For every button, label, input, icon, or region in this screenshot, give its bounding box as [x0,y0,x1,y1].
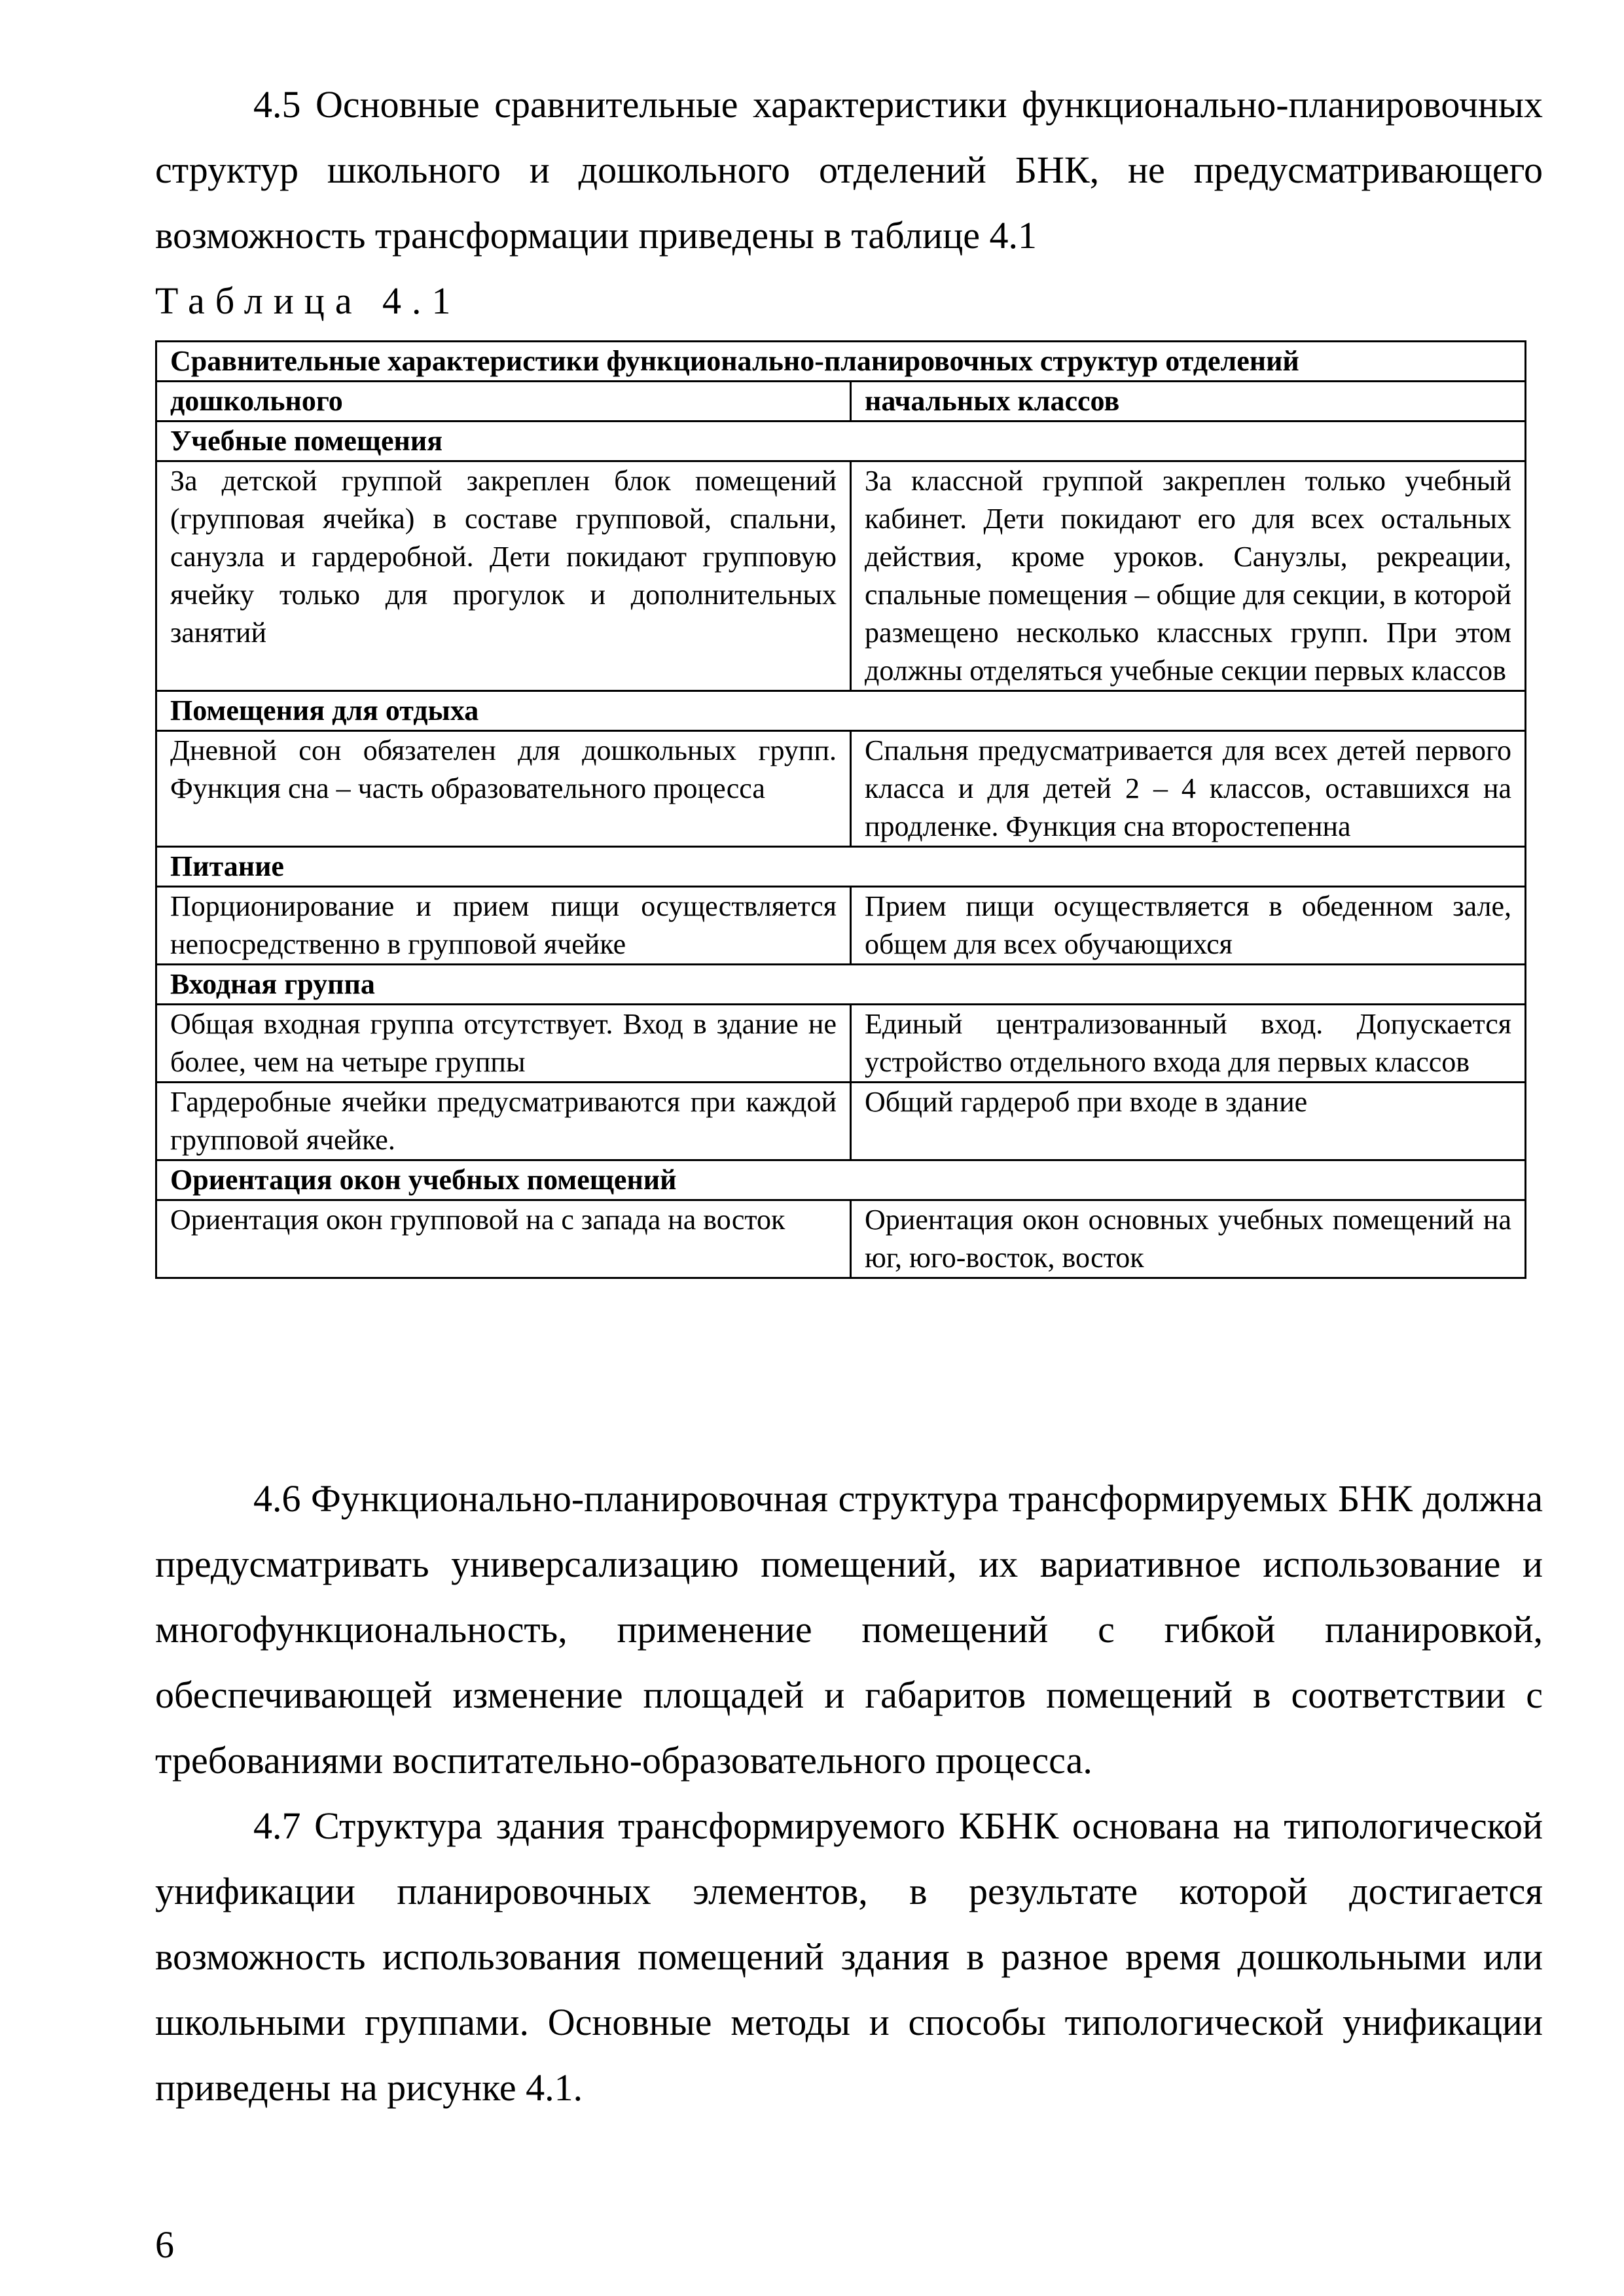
cell-preschool: За детской группой закреплен блок помещений (групповая ячейка) в составе групповой, спальни, санузла и гардеробной. Дети покидают групповую ячейку только для прогулок и дополнительных занятий [156,461,851,691]
section-title: Входная группа [156,965,1526,1005]
cell-preschool: Ориентация окон групповой на с запада на восток [156,1200,851,1278]
cell-preschool: Дневной сон обязателен для дошкольных групп. Функция сна – часть образовательного процесса [156,731,851,847]
paragraph-4-6: 4.6 Функционально-планировочная структура трансформируемых БНК должна предусматривать универсализацию помещений, их вариативное использование и многофункциональность, применение помещений с гибкой планировкой, обеспечивающей изменение площадей и габаритов помещений в соответствии с требованиями воспитательно-образовательного процесса. [155,1477,1543,1782]
section-title-row [156,847,1526,887]
paragraph-4-7: 4.7 Структура здания трансформируемого КБНК основана на типологической унификации планировочных элементов, в результате которой достигается возможность использования помещений здания в разное время дошкольными или школьными группами. Основные методы и способы типологической унификации приведены на рисунке 4.1. [155,1804,1543,2109]
cell-primary: Ориентация окон основных учебных помещений на юг, юго-восток, восток [851,1200,1526,1278]
column-header-preschool: дошкольного [156,382,851,422]
table-column-header-row [156,382,1526,422]
table-row [156,461,1526,691]
cell-preschool: Гардеробные ячейки предусматриваются при каждой групповой ячейке. [156,1083,851,1160]
comparison-table [155,340,1525,1279]
cell-preschool: Общая входная группа отсутствует. Вход в здание не более, чем на четыре группы [156,1005,851,1083]
cell-primary: За классной группой закреплен только учебный кабинет. Дети покидают его для всех остальных действия, кроме уроков. Санузлы, рекреации, спальные помещения – общие для секции, в которой размещено несколько классных групп. При этом должны отделяться учебные секции первых классов [851,461,1526,691]
section-title-row [156,691,1526,731]
page-number: 6 [155,2223,174,2266]
section-title: Помещения для отдыха [156,691,1526,731]
table-header-row [156,342,1526,382]
table-caption: Таблица 4.1 [155,279,461,322]
cell-primary: Спальня предусматривается для всех детей первого класса и для детей 2 – 4 классов, оставшихся на продленке. Функция сна второстепенна [851,731,1526,847]
section-title: Ориентация окон учебных помещений [156,1160,1526,1200]
table-row [156,731,1526,847]
section-title: Учебные помещения [156,422,1526,461]
section-title-row [156,422,1526,461]
table-row [156,1083,1526,1160]
section-title-row [156,1160,1526,1200]
cell-primary: Единый централизованный вход. Допускается устройство отдельного входа для первых классов [851,1005,1526,1083]
table-row [156,1005,1526,1083]
cell-primary: Общий гардероб при входе в здание [851,1083,1526,1160]
table-row [156,1200,1526,1278]
paragraph-4-5: 4.5 Основные сравнительные характеристики функционально-планировочных структур школьного и дошкольного отделений БНК, не предусматривающего возможность трансформации приведены в таблице 4.1 [155,83,1543,257]
section-title-row [156,965,1526,1005]
column-header-primary: начальных классов [851,382,1526,422]
table-row [156,887,1526,965]
cell-preschool: Порционирование и прием пищи осуществляется непосредственно в групповой ячейке [156,887,851,965]
cell-primary: Прием пищи осуществляется в обеденном зале, общем для всех обучающихся [851,887,1526,965]
table-header: Сравнительные характеристики функционально-планировочных структур отделений [156,342,1526,382]
section-title: Питание [156,847,1526,887]
